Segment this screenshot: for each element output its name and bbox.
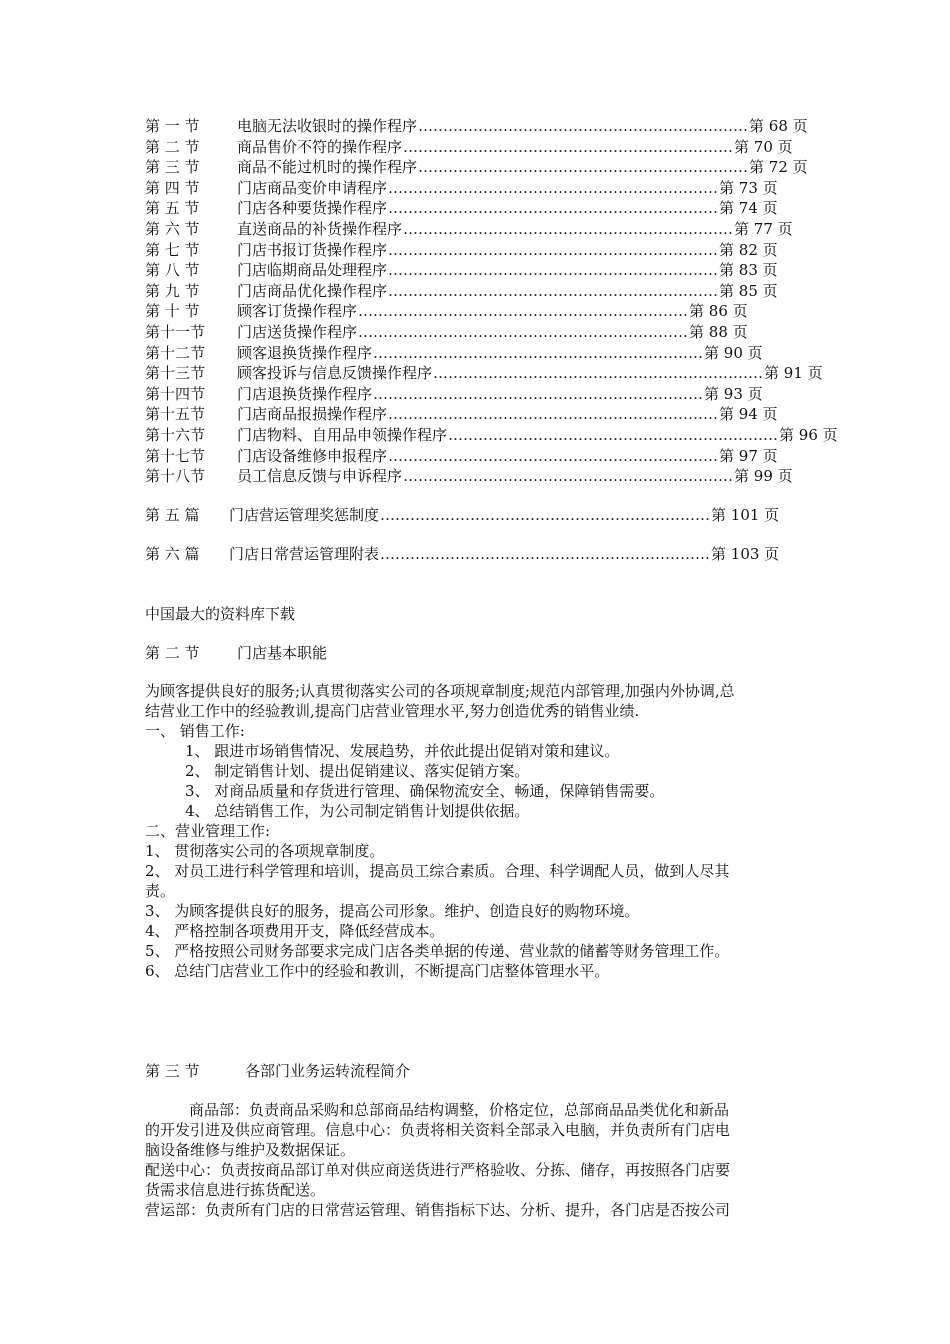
toc-row [145,343,763,364]
leader-dots: ………………………………………………………… [388,240,719,259]
body-line: 营运部：负责所有门店的日常营运管理、销售指标下达、分析、提升，各门店是否按公司 [145,1201,731,1219]
leader-dots: ………………………………………………………… [403,467,734,486]
toc-section-number: 第 八 节 [145,261,200,280]
leader-dots: ………………………………………………………… [358,322,689,341]
toc-entry-title: 门店商品变价申请程序 [237,178,388,197]
toc-page-number: 第 88 页 [689,322,748,341]
toc-entry-title: 直送商品的补货操作程序 [237,219,403,238]
mgmt-item: 5、 严格按照公司财务部要求完成门店各类单据的传递、营业款的储蓄等财务管理工作。 [145,942,730,960]
mgmt-item: 3、 为顾客提供良好的服务，提高公司形象。维护、创造良好的购物环境。 [145,902,640,920]
body-line: 为顾客提供良好的服务;认真贯彻落实公司的各项规章制度;规范内部管理,加强内外协调,总 [145,682,735,700]
toc-page-number: 第 85 页 [719,281,778,300]
toc-section-number: 第 七 节 [145,240,200,259]
toc-page-number: 第 93 页 [704,384,763,403]
toc-row [145,137,793,158]
part-page: 第 103 页 [711,545,780,563]
toc-page-number: 第 72 页 [749,158,808,177]
toc-section-number: 第 四 节 [145,178,200,197]
sales-item: 1、 跟进市场销售情况、发展趋势，并依此提出促销对策和建议。 [185,742,620,760]
toc-row [145,157,808,178]
toc-entry-title: 门店商品报损操作程序 [237,405,388,424]
part-number: 第 六 篇 [145,545,200,563]
toc-row [145,198,778,219]
leader-dots: ………………………………………………………… [418,158,749,177]
leader-dots: ………………………………………………………… [380,545,711,563]
toc-row [145,404,778,425]
toc-section-number: 第 十 节 [145,302,200,321]
body-line: 的开发引进及供应商管理。信息中心：负责将相关资料全部录入电脑，并负责所有门店电 [145,1121,731,1139]
toc-row [145,363,823,384]
section-number: 第 二 节 [145,644,200,662]
toc-row [145,219,793,240]
toc-entry-title: 顾客投诉与信息反馈操作程序 [237,364,433,383]
toc-section-number: 第 五 节 [145,199,200,218]
section-number: 第 三 节 [145,1062,200,1080]
leader-dots: ………………………………………………………… [403,137,734,156]
toc-section-number: 第十七节 [145,446,206,465]
toc-section-number: 第十二节 [145,343,206,362]
sales-item: 3、 对商品质量和存货进行管理、确保物流安全、畅通，保障销售需要。 [185,782,665,800]
leader-dots: ………………………………………………………… [433,364,764,383]
toc-page-number: 第 83 页 [719,261,778,280]
toc-row [145,240,778,261]
sales-item: 2、 制定销售计划、提出促销建议、落实促销方案。 [185,762,530,780]
part-title: 门店日常营运管理附表 [229,545,380,563]
toc-row [145,425,838,446]
toc-entry-title: 门店送货操作程序 [237,322,358,341]
section-3-body [145,1100,810,1220]
sales-item: 4、 总结销售工作，为公司制定销售计划提供依据。 [185,802,530,820]
toc-page-number: 第 73 页 [719,178,778,197]
toc-section-number: 第 二 节 [145,137,200,156]
section-3-heading [145,1061,410,1081]
leader-dots: ………………………………………………………… [418,117,749,135]
leader-dots: ………………………………………………………… [448,425,779,444]
toc-section-number: 第 三 节 [145,158,200,177]
leader-dots: ………………………………………………………… [373,343,704,362]
toc-page-number: 第 90 页 [704,343,763,362]
toc-page-number: 第 94 页 [719,405,778,424]
toc-page-number: 第 70 页 [734,137,793,156]
toc-entry-title: 门店各种要货操作程序 [237,199,388,218]
sales-heading: 一、 销售工作: [145,722,245,740]
mgmt-item: 责。 [145,882,176,900]
leader-dots: ………………………………………………………… [373,384,704,403]
part-page: 第 101 页 [711,506,780,524]
toc-entry-title: 门店设备维修申报程序 [237,446,388,465]
body-line: 商品部：负责商品采购和总部商品结构调整，价格定位，总部商品品类优化和新品 [189,1101,730,1119]
toc-entry-title: 门店物料、自用品申领操作程序 [237,425,448,444]
toc-entry-title: 电脑无法收银时的操作程序 [237,117,418,135]
leader-dots: ………………………………………………………… [403,219,734,238]
toc-section-number: 第十五节 [145,405,206,424]
toc-page-number: 第 68 页 [749,117,808,135]
toc-row [145,446,778,467]
leader-dots: ………………………………………………………… [358,302,689,321]
toc-page-number: 第 96 页 [779,425,838,444]
toc-page-number: 第 86 页 [689,302,748,321]
toc-entry-title: 顾客订货操作程序 [237,302,358,321]
toc-entry-title: 门店书报订货操作程序 [237,240,388,259]
toc-row [145,260,778,281]
leader-dots: ………………………………………………………… [388,261,719,280]
toc-entry-title: 门店临期商品处理程序 [237,261,388,280]
toc-entry-title: 门店商品优化操作程序 [237,281,388,300]
toc-page-number: 第 97 页 [719,446,778,465]
toc-row [145,116,808,137]
body-line: 结营业工作中的经验教训,提高门店营业管理水平,努力创造优秀的销售业绩. [145,702,640,720]
section-2-body [145,681,810,981]
body-line: 货需求信息进行拣货配送。 [145,1181,326,1199]
leader-dots: ………………………………………………………… [388,281,719,300]
toc-section-number: 第 一 节 [145,117,200,135]
toc-page-number: 第 99 页 [734,467,793,486]
mgmt-item: 6、 总结门店营业工作中的经验和教训，不断提高门店整体管理水平。 [145,962,610,980]
body-line: 配送中心：负责按商品部订单对供应商送货进行严格验收、分拣、储存，再按照各门店要 [145,1161,731,1179]
leader-dots: ………………………………………………………… [388,199,719,218]
mgmt-item: 4、 严格控制各项费用开支，降低经营成本。 [145,922,445,940]
toc-page-number: 第 91 页 [764,364,823,383]
toc-list [145,116,838,487]
toc-section-number: 第 九 节 [145,281,200,300]
toc-part-row [145,504,780,526]
toc-row [145,178,778,199]
toc-row [145,322,748,343]
toc-row [145,301,748,322]
toc-section-number: 第十八节 [145,467,206,486]
leader-dots: ………………………………………………………… [388,446,719,465]
mgmt-heading: 二、营业管理工作: [145,822,271,840]
mgmt-item: 2、 对员工进行科学管理和培训，提高员工综合素质。合理、科学调配人员，做到人尽其 [145,862,730,880]
leader-dots: ………………………………………………………… [388,178,719,197]
section-2-heading [145,643,327,663]
toc-entry-title: 商品不能过机时的操作程序 [237,158,418,177]
toc-row [145,281,778,302]
toc-entry-title: 顾客退换货操作程序 [237,343,373,362]
part-number: 第 五 篇 [145,506,200,524]
toc-page-number: 第 82 页 [719,240,778,259]
section-title: 各部门业务运转流程简介 [245,1062,411,1080]
toc-page-number: 第 77 页 [734,219,793,238]
toc-entry-title: 门店退换货操作程序 [237,384,373,403]
toc-section-number: 第十三节 [145,364,206,383]
toc-part-row [145,543,780,565]
toc-row [145,466,793,487]
part-title: 门店营运管理奖惩制度 [229,506,380,524]
body-line: 脑设备维修与维护及数据保证。 [145,1141,356,1159]
mgmt-item: 1、 贯彻落实公司的各项规章制度。 [145,842,385,860]
toc-section-number: 第十六节 [145,425,206,444]
leader-dots: ………………………………………………………… [380,506,711,524]
download-note: 中国最大的资料库下载 [145,605,296,623]
toc-page-number: 第 74 页 [719,199,778,218]
toc-entry-title: 员工信息反馈与申诉程序 [237,467,403,486]
toc-section-number: 第十一节 [145,322,206,341]
leader-dots: ………………………………………………………… [388,405,719,424]
toc-section-number: 第十四节 [145,384,206,403]
section-title: 门店基本职能 [237,644,328,662]
toc-entry-title: 商品售价不符的操作程序 [237,137,403,156]
toc-section-number: 第 六 节 [145,219,200,238]
toc-row [145,384,763,405]
